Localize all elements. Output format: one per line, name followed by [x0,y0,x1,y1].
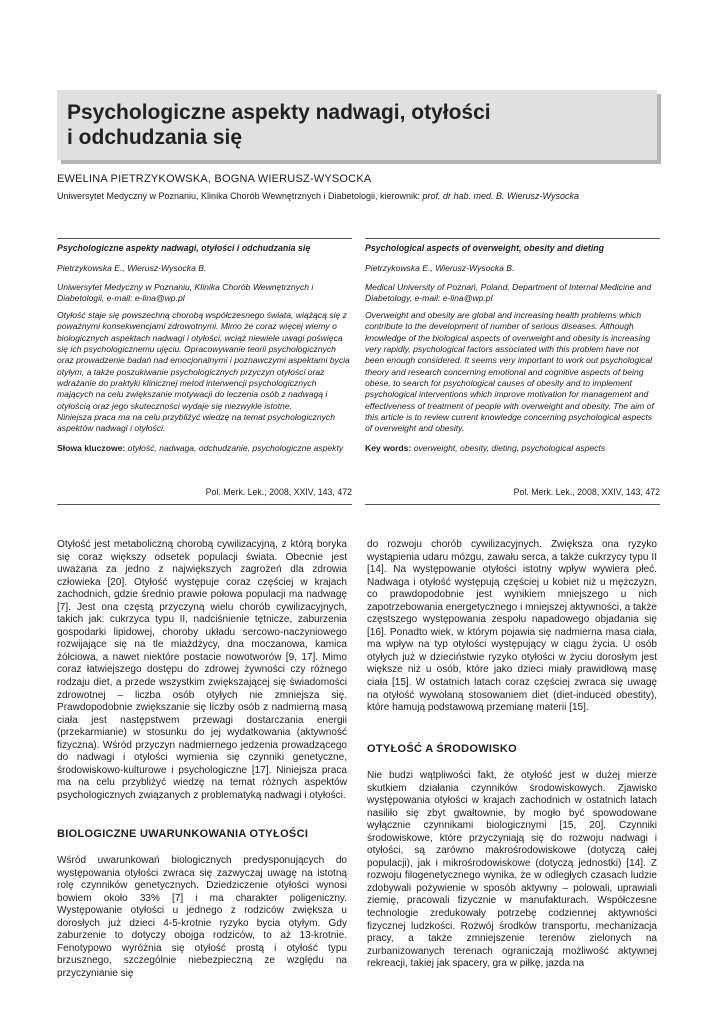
abstract-en-text-1: Overweight and obesity are global and increasing health problems which contribute to the development of number of serious diseases. Although knowledge of the biological aspects of overweight and obesity is increasing very rapidly, psychological factors associated with this problem have not been enough considered. It seems very important to work out psychological theory and research concerning emotional and cognitive aspects of being obese, to search for psychological causes of obesity and to implement psychological interventions which improve motivation for management and effectiveness of treatment of people with overweight and obesity. The aim of this article is to review current knowledge concerning psychological aspects of overweight and obesity. [365,310,654,434]
abstract-en-top-rule [365,238,660,239]
body-left-para-1 [57,539,347,802]
affiliation-text: Uniwersytet Medyczny w Poznaniu, Klinika Chorób Wewnętrznych i Diabetologii, kierownik: [57,191,423,201]
affiliation-head: prof. dr hab. med. B. Wierusz-Wysocka [422,191,579,201]
abstract-pl-bottom-rule [57,504,352,505]
body-paragraph: Wśród uwarunkowań biologicznych predysponujących do występowania otyłości zwraca się zazwyczaj uwagę na istotną rolę czynników genetycznych. Dziedziczenie otyłości wynosi bowiem około 33% [7] i ma charakter poligeniczny. Występowanie otyłości u jednego z rodziców zwiększa u dorosłych już dzieci 4-5-krotnie ryzyko bycia otyłym. Gdy zaburzenie to dotyczy obojga rodziców, to aż 13-krotnie. Fenotypowo wyróżnia się otyłość prostą i otyłość typu brzusznego, szczególnie niebezpieczną ze względu na przyczynianie się [57,855,347,979]
body-right-para-2 [367,770,657,971]
abstract-pl-title: Psychologiczne aspekty nadwagi, otyłości i odchudzania się [57,243,311,253]
section-heading-biological: BIOLOGICZNE UWARUNKOWANIA OTYŁOŚCI [57,828,309,840]
title-line-1: Psychologiczne aspekty nadwagi, otyłości [67,101,491,124]
body-left-para-2 [57,855,347,980]
abstract-pl [57,243,352,460]
abstract-en [365,243,660,460]
body-right-para-1 [367,539,657,715]
abstract-pl-text-1: Otyłość staje się powszechną chorobą współczesnego świata, wiążącą się z poważnymi konsekwencjami zdrowotnymi. Mimo że coraz więcej wiemy o biologicznych aspektach nadwagi i otyłości, wciąż niewiele uwagi poświęca się ich psychologicznemu ujęciu. Opracowywanie teorii psychologicznych oraz prowadzenie badań nad emocjonalnymi i poznawczymi aspektami bycia otyłym, a także poszukiwanie psychologicznych przyczyn otyłości oraz wdrażanie do praktyki klinicznej metod interwencji psychologicznych mających na celu zwiększanie motywacji do leczenia osób z nadwagą i otyłością oraz jego skuteczności wydaje się niezwykle istotne. [57,310,350,411]
body-paragraph: Nie budzi wątpliwości fakt, że otyłość jest w dużej mierze skutkiem działania czynników środowiskowych. Zjawisko występowania otyłości w krajach zachodnich w ostatnich latach nasiliło się zbyt gwałtownie, by mogło być spowodowane wyłącznie czynnikami biologicznymi [15, 20]. Czynniki środowiskowe, które przyczyniają się do rozwoju nadwagi i otyłości, są zarówno makrośrodowiskowe (dotyczą całej populacji), jak i mikrośrodowiskowe (dotyczą jednostki) [14]. Z rozwoju filogenetycznego wynika, że w odległych czasach ludzie zdobywali pożywienie w sposób aktywny – polowali, uprawiali ziemię, pracowali fizycznie w manufakturach. Współczesne technologie zredukowały potrzebę codziennej aktywności fizycznej ludzkości. Rozwój środków transportu, mechanizacja pracy, a także zmniejszenie terenów zielonych na zurbanizowanych terenach ograniczają możliwość aktywnej rekreacji, takiej jak spacery, gra w piłkę, jazda na [367,770,657,970]
authors: EWELINA PIETRZYKOWSKA, BOGNA WIERUSZ-WYSOCKA [57,173,372,185]
title-box [57,90,657,160]
abstract-pl-top-rule [57,238,352,239]
keywords-pl: otyłość, nadwaga, odchudzanie, psychologiczne aspekty [125,443,344,454]
keywords-label-pl: Słowa kluczowe: [57,443,126,454]
body-paragraph: do rozwoju chorób cywilizacyjnych. Zwiększa ona ryzyko wystąpienia udaru mózgu, zawału serca, a także cukrzycy typu II [14]. Na występowanie otyłości istotny wpływ wywiera płeć. Nadwaga i otyłość występują częściej u kobiet niż u mężczyzn, co prawdopodobnie jest wynikiem mniejszego u nich zapotrzebowania energetycznego i mniejszej aktywności, a także częstszego występowania zespołu napadowego objadania się [16]. Ponadto wiek, w którym pojawia się nadmierna masa ciała, ma wpływ na typ otyłości występujący w ciągu życia. U osób otyłych już w dzieciństwie ryzyko otyłości w życiu dorosłym jest większe niż u osób, które jako dzieci miały prawidłową masę ciała [15]. W ostatnich latach coraz częściej zwraca się uwagę na otyłość wywołaną stosowaniem diet (diet-induced obestity), które hamują podstawową przemianę materii [15]. [367,539,657,714]
abstract-pl-affiliation: Uniwersytet Medyczny w Poznaniu, Klinika Chorób Wewnętrznych i Diabetologii, e-mail: e-lina@wp.pl [57,281,314,303]
keywords-label-en: Key words: [365,443,412,454]
abstract-pl-keywords [57,443,352,454]
affiliation [57,191,579,201]
abstract-pl-authors: Pietrzykowska E., Wierusz-Wysocka B. [57,263,207,274]
title-line-2: i odchudzania się [67,126,243,149]
abstract-en-authors: Pietrzykowska E., Wierusz-Wysocka B. [365,263,515,274]
abstract-pl-text-2: Niniejsza praca ma na celu przybliżyć wiedzę na temat psychologicznych aspektów nadwagi i otyłości. [57,411,335,434]
article-title [67,100,647,150]
section-heading-environment: OTYŁOŚĆ A ŚRODOWISKO [367,743,518,755]
abstract-en-bottom-rule [365,504,660,505]
abstract-en-keywords [365,443,660,454]
abstract-en-title: Psychological aspects of overweight, obesity and dieting [365,243,605,253]
abstract-en-affiliation: Medical University of Poznań, Poland, Department of Internal Medicine and Diabetology, e-mail: e-lina@wp.pl [365,281,652,303]
abstract-pl-ref: Pol. Merk. Lek., 2008, XXIV, 143, 472 [205,487,352,497]
body-paragraph: Otyłość jest metaboliczną chorobą cywilizacyjną, z którą boryka się coraz większy odsetek populacji świata. Obecnie jest uważana za jedno z największych zagrożeń dla zdrowia człowieka [20]. Otyłość występuje coraz częściej w krajach zachodnich, gdzie średnio prawie połowa populacji ma nadwagę [7]. Jest ona częstą przyczyną wielu chorób cywilizacyjnych, takich jak: cukrzyca typu II, nadciśnienie tętnicze, zaburzenia gospodarki lipidowej, choroby układu sercowo-naczyniowego rozwijające się na tle miażdżycy, dna moczanowa, kamica żółciowa, a nawet niektóre postacie nowotworów [9, 17]. Mimo coraz łatwiejszego dostępu do zdrowej żywności czy różnego rodzaju diet, a przede wszystkim zwiększającej się świadomości zdrowotnej – liczba osób otyłych nie zmniejsza się. Prawdopodobnie zwiększanie się liczby osób z nadmierną masą ciała jest następstwem przewagi dostarczania energii (przekarmianie) w stosunku do jej wydatkowania (aktywność fizyczna). Wśród przyczyn nadmiernego jedzenia prowadzącego do nadwagi i otyłości wymienia się czynniki genetyczne, środowiskowo-kulturowe i psychologiczne [17]. Niniejsza praca ma na celu przybliżyć wiedzę na temat różnych aspektów psychologicznych związanych z problematyką nadwagi i otyłości. [57,539,347,801]
abstract-en-ref: Pol. Merk. Lek., 2008, XXIV, 143, 472 [513,487,660,497]
keywords-en: overweight, obesity, dieting, psychological aspects [411,443,606,454]
